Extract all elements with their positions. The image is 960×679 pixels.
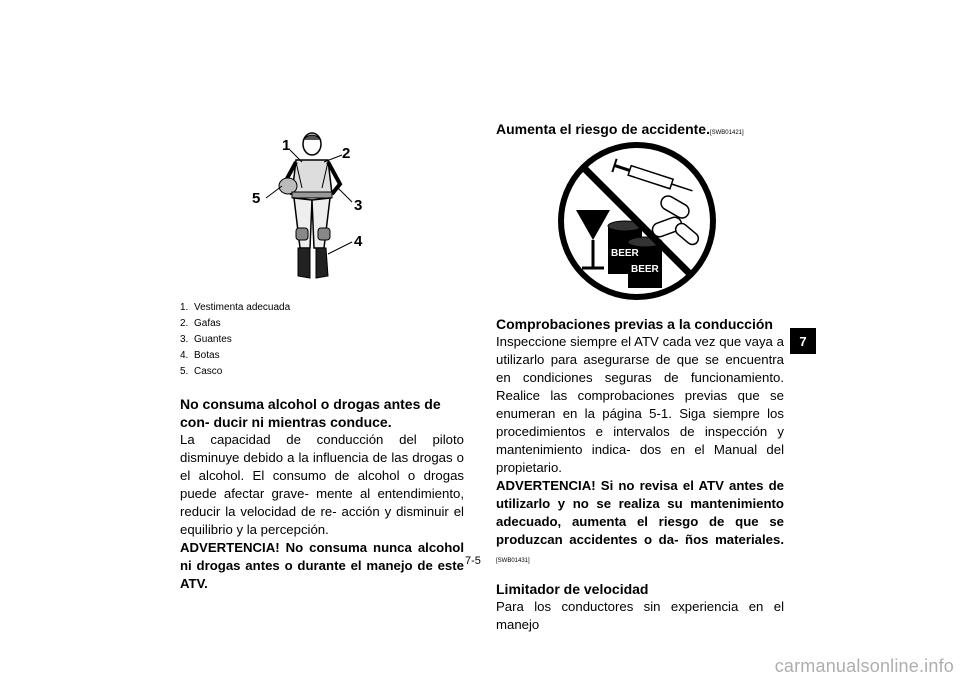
beer-label: BEER	[611, 248, 639, 259]
page-number: 7-5	[465, 555, 481, 567]
section-heading: Comprobaciones previas a la conducción	[496, 316, 773, 332]
callout-4: 4	[354, 233, 363, 250]
legend-item: 5. Casco	[180, 366, 223, 377]
protective-gear-figure	[240, 128, 380, 288]
legend-item: 3. Guantes	[180, 334, 232, 345]
warning-text: ADVERTENCIA! No consuma nunca alcohol ni drogas antes o durante el manejo de este ATV.	[180, 540, 464, 591]
warning-text: ADVERTENCIA! Si no revisa el ATV antes de utilizarlo y no se realiza su mantenimiento adecuado, aumenta el riesgo de que se produzcan accidentes o da- ños materiales.[SWB01431]	[496, 478, 784, 564]
pre-ride-section	[496, 315, 784, 634]
chapter-tab: 7	[790, 328, 816, 354]
figure-legend	[180, 300, 290, 380]
legend-item: 1. Vestimenta adecuada	[180, 302, 291, 313]
no-alcohol-drugs-icon	[556, 140, 718, 302]
callout-1: 1	[282, 137, 291, 154]
legend-item: 4. Botas	[180, 350, 220, 361]
section-heading: No consuma alcohol o drogas antes de con- ducir ni mientras conduce.	[180, 396, 441, 430]
accident-risk-heading: Aumenta el riesgo de accidente.[SWB01421]	[496, 121, 744, 137]
beer-label: BEER	[631, 264, 659, 275]
alcohol-section	[180, 395, 464, 593]
section-heading: Limitador de velocidad	[496, 581, 649, 597]
callout-5: 5	[252, 190, 261, 207]
callout-3: 3	[354, 197, 363, 214]
section-body: Para los conductores sin experiencia en el manejo	[496, 599, 784, 632]
callout-2: 2	[342, 145, 351, 162]
legend-item: 2. Gafas	[180, 318, 221, 329]
section-body: La capacidad de conducción del piloto disminuye debido a la influencia de las drogas o el alcohol. El consumo de alcohol o drogas puede afectar grave- mente al entendimiento, reducir la velocidad de re- acción y disminuir el equilibrio y la percepción.	[180, 432, 464, 537]
watermark: carmanualsonline.info	[774, 656, 954, 676]
section-body: Inspeccione siempre el ATV cada vez que vaya a utilizarlo para asegurarse de que se encuentra en condiciones seguras de funcionamiento. Realice las comprobaciones previas que se enumeran en la página 5-1. Siga siempre los procedimientos e intervalos de inspección y mantenimiento indica- dos en el Manual del propietario.	[496, 334, 784, 475]
